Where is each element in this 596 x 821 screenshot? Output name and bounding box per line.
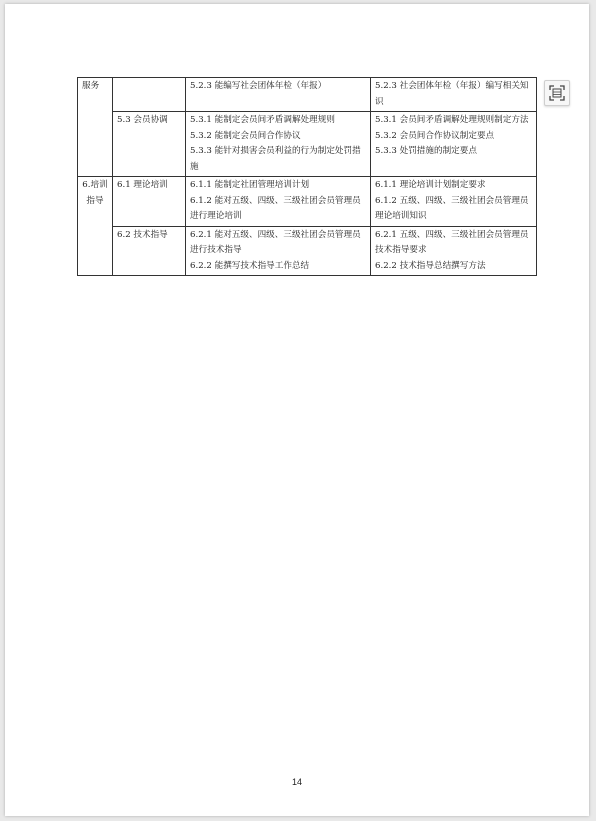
knowledge-line: 6.1.2 五级、四级、三级社团会员管理员理论培训知识: [375, 195, 529, 221]
table-cell-skill: [186, 78, 371, 112]
skill-line: 5.3.2 能制定会员间合作协议: [190, 130, 301, 141]
table-cell-subcategory: [113, 78, 186, 112]
table-cell-category: 6.培训指导: [78, 177, 113, 276]
knowledge-line: 5.2.3 社会团体年检（年报）编写相关知识: [375, 81, 529, 107]
skill-line: 5.2.3 能编写社会团体年检（年报）: [190, 81, 327, 91]
knowledge-line: 6.2.1 五级、四级、三级社团会员管理员技术指导要求: [375, 229, 529, 255]
table-cell-subcategory: 5.3 会员协调: [113, 112, 186, 177]
table-row: [78, 112, 537, 177]
table-cell-skill: [186, 226, 371, 276]
skill-line: 6.2.2 能撰写技术指导工作总结: [190, 260, 310, 271]
knowledge-line: 5.3.1 会员间矛盾调解处理规则制定方法: [375, 115, 529, 125]
document-page: [5, 4, 589, 816]
page-number: 14: [291, 777, 302, 787]
table-cell-category: 服务: [78, 78, 113, 177]
scan-button[interactable]: [544, 80, 570, 106]
table-cell-knowledge: [371, 112, 537, 177]
skill-line: 6.1.1 能制定社团管理培训计划: [190, 180, 310, 190]
table-cell-skill: [186, 177, 371, 227]
skill-line: 6.1.2 能对五级、四级、三级社团会员管理员进行理论培训: [190, 195, 361, 221]
skill-line: 5.3.1 能制定会员间矛盾调解处理规则: [190, 115, 335, 125]
table-cell-knowledge: [371, 226, 537, 276]
table-cell-knowledge: [371, 177, 537, 227]
table-cell-subcategory: 6.2 技术指导: [113, 226, 186, 276]
table-cell-knowledge: [371, 78, 537, 112]
skill-line: 6.2.1 能对五级、四级、三级社团会员管理员进行技术指导: [190, 229, 361, 255]
competency-table: [77, 77, 537, 276]
knowledge-line: 5.3.3 处罚措施的制定要点: [375, 146, 477, 156]
knowledge-line: 6.1.1 理论培训计划制定要求: [375, 180, 486, 190]
table-row: [78, 226, 537, 276]
table-cell-subcategory: 6.1 理论培训: [113, 177, 186, 227]
table-cell-skill: [186, 112, 371, 177]
table-row: [78, 78, 537, 112]
skill-line: 5.3.3 能针对损害会员利益的行为制定处罚措施: [190, 146, 361, 172]
table-row: [78, 177, 537, 227]
scan-icon: [549, 85, 565, 101]
knowledge-line: 5.3.2 会员间合作协议制定要点: [375, 130, 495, 141]
knowledge-line: 6.2.2 技术指导总结撰写方法: [375, 260, 486, 271]
